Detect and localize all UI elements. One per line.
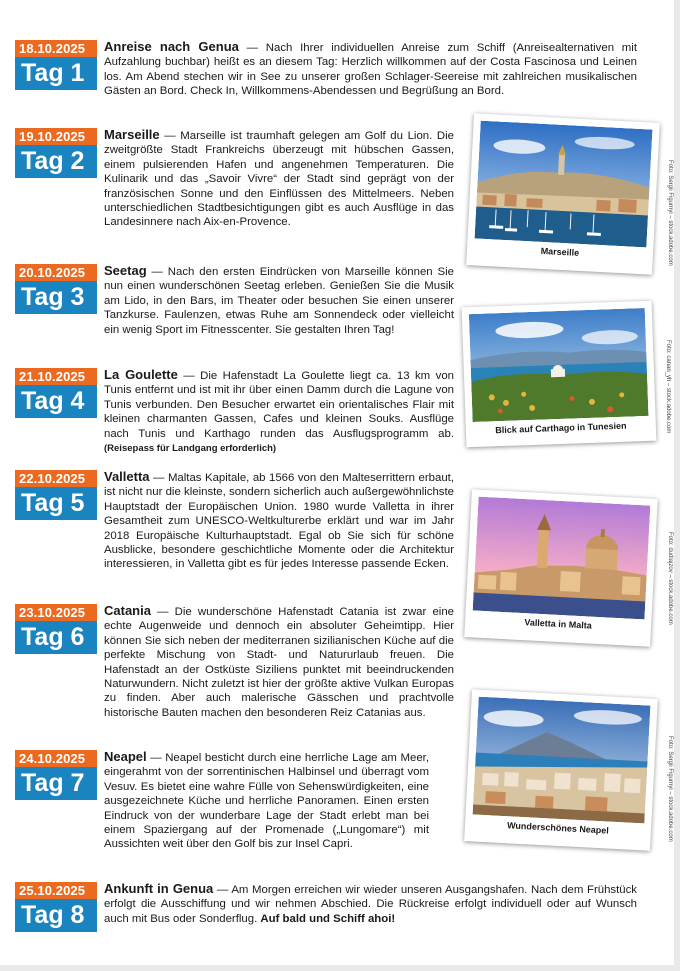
day-badge — [15, 40, 97, 90]
day-badge — [15, 882, 97, 932]
day-6 — [15, 603, 454, 719]
day-title: Ankunft in Genua — [104, 881, 214, 896]
closing-line: Auf bald und Schiff ahoi! — [260, 912, 396, 925]
day-2 — [15, 127, 454, 229]
day-text: Maltas Kapitale, ab 1566 von den Malteserrittern erbaut, ist nicht nur die kleinste, sondern sicherlich auch außergewöhnlichste Hauptstadt der Europäischen Union. 1980 wurde Valletta in ihrer Gesamtheit zum UNESCO-Weltkulturerbe erklärt und war im Jahr 2018 Europäische Kulturhauptstadt. Egal ob Sie sich für schöne Ausblicke, besondere geschichtliche Momente oder die Architektur interessieren, in Valletta gibt es für jedes Interesse passende Ecken. — [104, 472, 454, 571]
day-text: Am Morgen erreichen wir wieder unseren Ausgangshafen. Nach dem Frühstück erfolgt die Ausschiffung und wir nehmen Abschied. Die Rückreise erfolgt individuell oder auf Wunsch auch mit Bus oder Sonderflug. — [104, 884, 637, 925]
day-3 — [15, 263, 454, 336]
day-description: Neapel — Neapel besticht durch eine herrliche Lage am Meer, eingerahmt von der sorrentinischen Halbinsel und überragt vom Vesuv. Es bietet eine wahre Fülle von Sehenswürdigkeiten, eine ausgezeichnete Küche und herrliche Panoramen. Einen ersten Eindruck von der wunderbare Lage der Stadt erlebt man bei einem Spaziergang auf der Promenade („Lungomare“) mit Aussichten weit über den Golf bis zur Insel Capri. — [104, 749, 429, 851]
day-title: Seetag — [104, 263, 147, 278]
photo-credit: Foto: dudlajzov – stock.adobe.com — [667, 532, 673, 625]
day-label: Tag 2 — [15, 145, 97, 178]
carthago-image — [469, 308, 649, 422]
day-label: Tag 4 — [15, 385, 97, 418]
day-date: 18.10.2025 — [15, 40, 97, 57]
day-title: Catania — [104, 603, 151, 618]
day-date: 22.10.2025 — [15, 470, 97, 487]
day-4 — [15, 367, 454, 455]
day-8 — [15, 881, 637, 932]
day-description: Ankunft in Genua — Am Morgen erreichen wir wieder unseren Ausgangshafen. Nach dem Frühstück erfolgt die Ausschiffung und wir nehmen Abschied. Die Rückreise erfolgt individuell oder auf Wunsch auch mit Bus oder Sonderflug. Auf bald und Schiff ahoi! — [104, 881, 637, 925]
photo-caption: Wunderschönes Neapel — [506, 820, 610, 836]
day-date: 23.10.2025 — [15, 604, 97, 621]
day-text: Neapel besticht durch eine herrliche Lage am Meer, eingerahmt von der sorrentinischen Halbinsel und überragt vom Vesuv. Es bietet eine wahre Fülle von Sehenswürdigkeiten, eine ausgezeichnete Küche und herrliche Panoramen. Einen ersten Eindruck von der wunderbare Lage der Stadt erlebt man bei einem Spaziergang auf der Promenade („Lungomare“) mit Aussichten weit über den Golf bis zur Insel Capri. — [104, 752, 429, 851]
photo-credit: Foto: canan_yh – stock.adobe.com — [665, 340, 671, 434]
day-label: Tag 3 — [15, 281, 97, 314]
photo-caption: Marseille — [540, 245, 580, 258]
photo-carthago — [462, 301, 657, 448]
marseille-image — [475, 121, 653, 248]
day-label: Tag 7 — [15, 767, 97, 800]
day-badge — [15, 470, 97, 520]
day-label: Tag 5 — [15, 487, 97, 520]
day-date: 25.10.2025 — [15, 882, 97, 899]
photo-credit: Foto: Sergii Figurnyi – stock.adobe.com — [667, 160, 673, 266]
day-description: La Goulette — Die Hafenstadt La Goulette liegt ca. 13 km von Tunis entfernt und ist mit ihr über einen Damm durch die Lagune von Tunis verbunden. Den Besucher erwartet ein orientalisches Flair mit kleinen charmanten Gassen, Cafes und kleinen Souks. Ausflüge nach Tunis und Karthago runden das Ausflugsprogramm ab. (Reisepass für Landgang erforderlich) — [104, 367, 454, 455]
day-text: Marseille ist traumhaft gelegen am Golf du Lion. Die zweitgrößte Stadt Frankreichs überzeugt mit hübschen Gassen, einem pulsierenden Hafen und angenehmen Temperaturen. Die Kulinarik und das „Savoir Vivre“ der Stadt sind geprägt von der französischen Sonne und den Einflüssen des Mittelmeers. Neben unterschiedlichen Stadtbesichtigungen gibt es auch Ausflüge in das Landesinnere nach Aix-en-Provence. — [104, 130, 454, 229]
day-badge — [15, 264, 97, 314]
day-date: 19.10.2025 — [15, 128, 97, 145]
day-badge — [15, 750, 97, 800]
day-title: Marseille — [104, 127, 160, 142]
day-1 — [15, 39, 637, 98]
day-text: Die Hafenstadt La Goulette liegt ca. 13 km von Tunis entfernt und ist mit ihr über einen Damm durch die Lagune von Tunis verbunden. Den Besucher erwartet ein orientalisches Flair mit kleinen charmanten Gassen, Cafes und kleinen Souks. Ausflüge nach Tunis und Karthago runden das Ausflugsprogramm ab. — [104, 370, 454, 440]
day-text: Die wunderschöne Hafenstadt Catania ist zwar eine echte Augenweide und dennoch ein absoluter Geheimtipp. Hier können Sie sich neben der mediterranen sizilianischen Küche auf die perfekte Mischung von Stadt- und Natururlaub freuen. Die Hafenstadt an der Ostküste Siziliens punktet mit beeindruckenden Naturwundern. Nicht zuletzt ist hier der größte aktive Vulkan Europas zu finden. Aber auch malerische Gässchen und prachtvolle historische Bauten machen den besonderen Reiz Catanias aus. — [104, 606, 454, 719]
photo-caption: Blick auf Carthago in Tunesien — [495, 420, 627, 436]
day-date: 24.10.2025 — [15, 750, 97, 767]
day-label: Tag 1 — [15, 57, 97, 90]
day-description: Seetag — Nach den ersten Eindrücken von Marseille können Sie nun einen wunderschönen Seetag erleben. Genießen Sie die Musik am Lido, in den Bars, im Theater oder besuchen Sie einen unserer Tanzkurse. Faulenzen, etwas Ruhe am Sonnendeck oder vielleicht ein wenig Sport im Fitnesscenter. Sie gestalten Ihren Tag! — [104, 263, 454, 336]
day-text: Nach den ersten Eindrücken von Marseille können Sie nun einen wunderschönen Seetag erleben. Genießen Sie die Musik am Lido, in den Bars, im Theater oder besuchen Sie einen unserer Tanzkurse. Faulenzen, etwas Ruhe am Sonnendeck oder vielleicht ein wenig Sport im Fitnesscenter. Sie gestalten Ihren Tag! — [104, 266, 454, 336]
valletta-illustration — [473, 497, 651, 620]
photo-marseille — [466, 113, 660, 275]
day-title: Anreise nach Genua — [104, 39, 239, 54]
day-badge — [15, 128, 97, 178]
passport-note: (Reisepass für Landgang erforderlich) — [104, 443, 277, 455]
day-date: 20.10.2025 — [15, 264, 97, 281]
carthago-illustration — [469, 308, 649, 422]
day-description: Anreise nach Genua — Nach Ihrer individuellen Anreise zum Schiff (Anreisealternativen mit Aufzahlung buchbar) heißt es an diesem Tag: Herzlich willkommen auf der Costa Fascinosa und Leinen los. Am Abend stechen wir in See zu unserer großen Schlager-Seereise mit zahlreichen musikalischen Gästen an Bord. Check In, Willkommens-Abendessen und Begrüßung an Bord. — [104, 39, 637, 98]
day-text: Nach Ihrer individuellen Anreise zum Schiff (Anreisealternativen mit Aufzahlung buchbar) heißt es an diesem Tag: Herzlich willkommen auf der Costa Fascinosa und Leinen los. Am Abend stechen wir in See zu unserer großen Schlager-Seereise mit zahlreichen musikalischen Gästen an Bord. Check In, Willkommens-Abendessen und Begrüßung an Bord. — [104, 42, 637, 98]
day-date: 21.10.2025 — [15, 368, 97, 385]
day-title: La Goulette — [104, 367, 178, 382]
photo-caption: Valletta in Malta — [524, 617, 593, 631]
day-5 — [15, 469, 454, 571]
day-label: Tag 6 — [15, 621, 97, 654]
day-description: Catania — Die wunderschöne Hafenstadt Catania ist zwar eine echte Augenweide und dennoch ein absoluter Geheimtipp. Hier können Sie sich neben der mediterranen sizilianischen Küche auf die perfekte Mischung von Stadt- und Natururlaub freuen. Die Hafenstadt an der Ostküste Siziliens punktet mit beeindruckenden Naturwundern. Nicht zuletzt ist hier der größte aktive Vulkan Europas zu finden. Aber auch malerische Gässchen und prachtvolle historische Bauten machen den besonderen Reiz Catanias aus. — [104, 603, 454, 719]
valletta-image — [473, 497, 651, 620]
marseille-illustration — [475, 121, 653, 248]
day-title: Valletta — [104, 469, 150, 484]
day-badge — [15, 368, 97, 418]
photo-neapel — [464, 689, 658, 851]
day-badge — [15, 604, 97, 654]
neapel-illustration — [473, 697, 651, 824]
day-description: Marseille — Marseille ist traumhaft gelegen am Golf du Lion. Die zweitgrößte Stadt Frankreichs überzeugt mit hübschen Gassen, einem pulsierenden Hafen und angenehmen Temperaturen. Die Kulinarik und das „Savoir Vivre“ der Stadt sind geprägt von der französischen Sonne und den Einflüssen des Mittelmeers. Neben unterschiedlichen Stadtbesichtigungen gibt es auch Ausflüge in das Landesinnere nach Aix-en-Provence. — [104, 127, 454, 229]
photo-credit: Foto: Sergii Figurnyi – stock.adobe.com — [667, 736, 673, 842]
day-title: Neapel — [104, 749, 147, 764]
photo-valletta — [464, 489, 657, 647]
day-label: Tag 8 — [15, 899, 97, 932]
neapel-image — [473, 697, 651, 824]
day-description: Valletta — Maltas Kapitale, ab 1566 von den Malteserrittern erbaut, ist nicht nur die kleinste, sondern sicherlich auch außergewöhnlichste Hauptstadt der Europäischen Union. 1980 wurde Valletta in ihrer Gesamtheit zum UNESCO-Weltkulturerbe erklärt und war im Jahr 2018 Europäische Kulturhauptstadt. Egal ob Sie sich für schöne Ausblicke, besondere geschichtliche Momente oder die Architektur interessieren, in Valletta gibt es für jedes Interesse passende Ecken. — [104, 469, 454, 571]
day-7 — [15, 749, 429, 851]
